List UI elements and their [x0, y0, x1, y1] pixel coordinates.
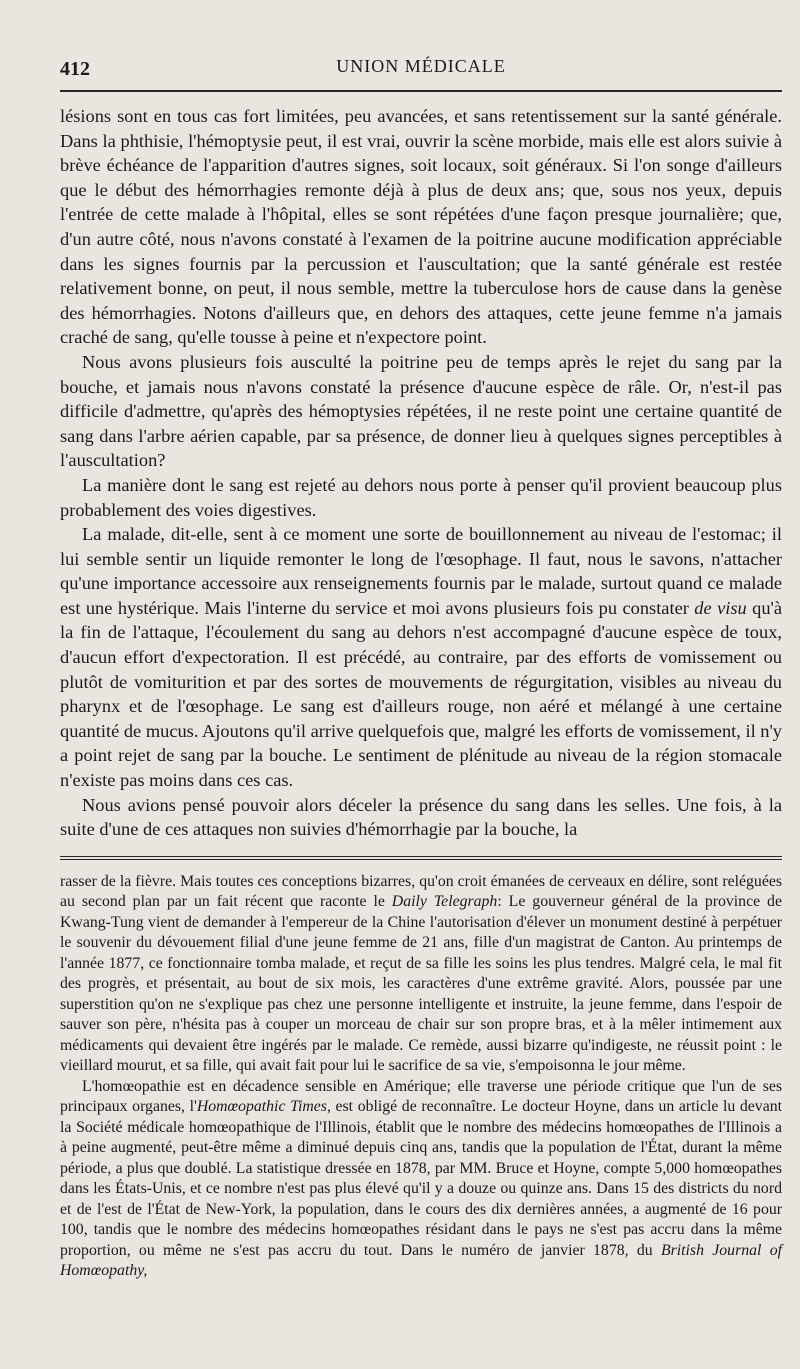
- paragraph: lésions sont en tous cas fort limitées, peu avancées, et sans retentissement sur la santé générale. Dans la phthisie, l'hémoptysie peut, il est vrai, ouvrir la scène morbide, mais elle est alors suivie à brève échéance de l'apparition d'autres signes, soit locaux, soit généraux. Si l'on songe d'ailleurs que le début des hémorrhagies remonte déjà à plus de deux ans; que, sous nos yeux, depuis l'entrée de cette malade à l'hôpital, elles se sont répétées d'une façon presque journalière; que, d'un autre côté, nous n'avons constaté à l'examen de la poitrine aucune modification appréciable dans les signes fournis par la percussion et l'auscultation; que la santé générale est restée relativement bonne, on peut, il nous semble, mettre la tuberculose hors de cause dans la genèse des hémorrhagies. Notons d'ailleurs que, en dehors des attaques, cette jeune femme n'a jamais craché de sang, qu'elle tousse à peine et n'expectore point.: [60, 106, 782, 348]
- italic-title: British Journal of Homœopathy,: [60, 1241, 782, 1280]
- note-text: L'homœopathie est en décadence sensible en Amérique; elle traverse une période critique que l'un de ses principaux organes, l': [60, 1077, 782, 1116]
- italic-title: Homœopathic Times: [196, 1098, 327, 1116]
- paragraph: Nous avons plusieurs fois ausculté la poitrine peu de temps après le rejet du sang par la bouche, et jamais nous n'avons constaté la présence d'aucune espèce de râle. Or, n'est-il pas difficile d'admettre, qu'après des hémoptysies répétées, il ne reste point une certaine quantité de sang dans l'arbre aérien capable, par sa présence, de donner lieu à quelques signes perceptibles à l'auscultation?: [60, 351, 782, 471]
- italic-title: Daily Telegraph: [391, 893, 498, 911]
- footnote-rule: [60, 856, 782, 860]
- page-number: 412: [60, 58, 90, 80]
- paragraph-text: La malade, dit-elle, sent à ce moment une sorte de bouillonnement au niveau de l'estomac; il lui semble sentir un liquide remonter le long de l'œsophage. Il faut, nous le savons, n'attacher qu'une importance accessoire aux renseignements fournis par le malade, surtout quand ce malade est une hystérique. Mais l'interne du service et moi avons plusieurs fois pu constater: [60, 524, 782, 618]
- note-text: rasser de la fièvre. Mais toutes ces conceptions bizarres, qu'on croit émanées de cerveaux en délire, sont reléguées au second plan par un fait récent que raconte le: [60, 872, 782, 911]
- paragraph-text: qu'à la fin de l'attaque, l'écoulement du sang au dehors n'est accompagné d'aucune espèce de toux, d'aucun effort d'expectoration. Il est précédé, au contraire, par des efforts de vomissement ou plutôt de vomiturition et par des sortes de mouvements de régurgitation, visibles au niveau du pharynx et de l'œsophage. Le sang est d'ailleurs rouge, non aéré et mélangé à une certaine quantité de mucus. Ajoutons qu'il arrive quelquefois que, malgré les efforts de vomissement, il n'y a point rejet de sang par la bouche. Le sentiment de plénitude au niveau de la région stomacale n'existe pas moins dans ces cas.: [60, 597, 782, 791]
- footnote-text: [60, 872, 782, 1282]
- italic-phrase: de visu: [694, 597, 747, 618]
- header-rule: [60, 90, 782, 92]
- running-title: UNION MÉDICALE: [336, 56, 506, 76]
- note-text: , est obligé de reconnaître. Le docteur Hoyne, dans un article lu devant la Société médicale homœopathique de l'Illinois, établit que le nombre des médecins homœopathes de l'Illinois a à peine augmenté, peut-être même a diminué depuis cinq ans, tandis que la population de l'État, durant la même période, a plus que doublé. La statistique dressée en 1878, par MM. Bruce et Hoyne, compte 5,000 homœopathes dans les États-Unis, et ce nombre n'est pas plus élevé qu'il y a douze ou quinze ans. Dans 15 des districts du nord et de l'est de l'État de New-York, la population, dans le cours des dix dernières années, a augmenté de 16 pour 100, tandis que le nombre des médecins homœopathes résidant dans le pays ne s'est pas accru dans la même proportion, ou même ne s'est pas accru du tout. Dans le numéro de janvier 1878, du: [60, 1098, 782, 1259]
- paragraph: Nous avions pensé pouvoir alors déceler la présence du sang dans les selles. Une fois, à la suite d'une de ces attaques non suivies d'hémorrhagie par la bouche, la: [60, 794, 782, 840]
- note-paragraph: [60, 872, 782, 1077]
- note-text: : Le gouverneur général de la province de Kwang-Tung vient de demander à l'empereur de la Chine l'autorisation d'élever un monument destiné à perpétuer le souvenir du dévouement filial d'une jeune femme de 21 ans, fille d'un magistrat de Canton. Au printemps de l'année 1877, ce fonctionnaire tomba malade, et reçut de sa fille les soins les plus tendres. Malgré cela, le mal fit des progrès, et présentait, au bout de six mois, les caractères d'une extrême gravité. Alors, poussée par une superstition qu'on ne s'explique pas chez une personne intelligente et instruite, la jeune femme, dans l'espoir de sauver son père, n'hésita pas à couper un morceau de chair sur son propre bras, et à la mêler intimement aux médicaments qui devaient être ingérés par le malade. Ce remède, aussi bizarre qu'indigeste, ne réussit point : le vieillard mourut, et sa fille, qui avait fait pour lui le sacrifice de sa vie, s'empoisonna le jour même.: [60, 893, 782, 1075]
- paragraph: La manière dont le sang est rejeté au dehors nous porte à penser qu'il provient beaucoup plus probablement des voies digestives.: [60, 474, 782, 520]
- page-header: [60, 52, 782, 82]
- paragraph: [60, 522, 782, 793]
- main-text: [60, 104, 782, 842]
- note-paragraph: [60, 1077, 782, 1282]
